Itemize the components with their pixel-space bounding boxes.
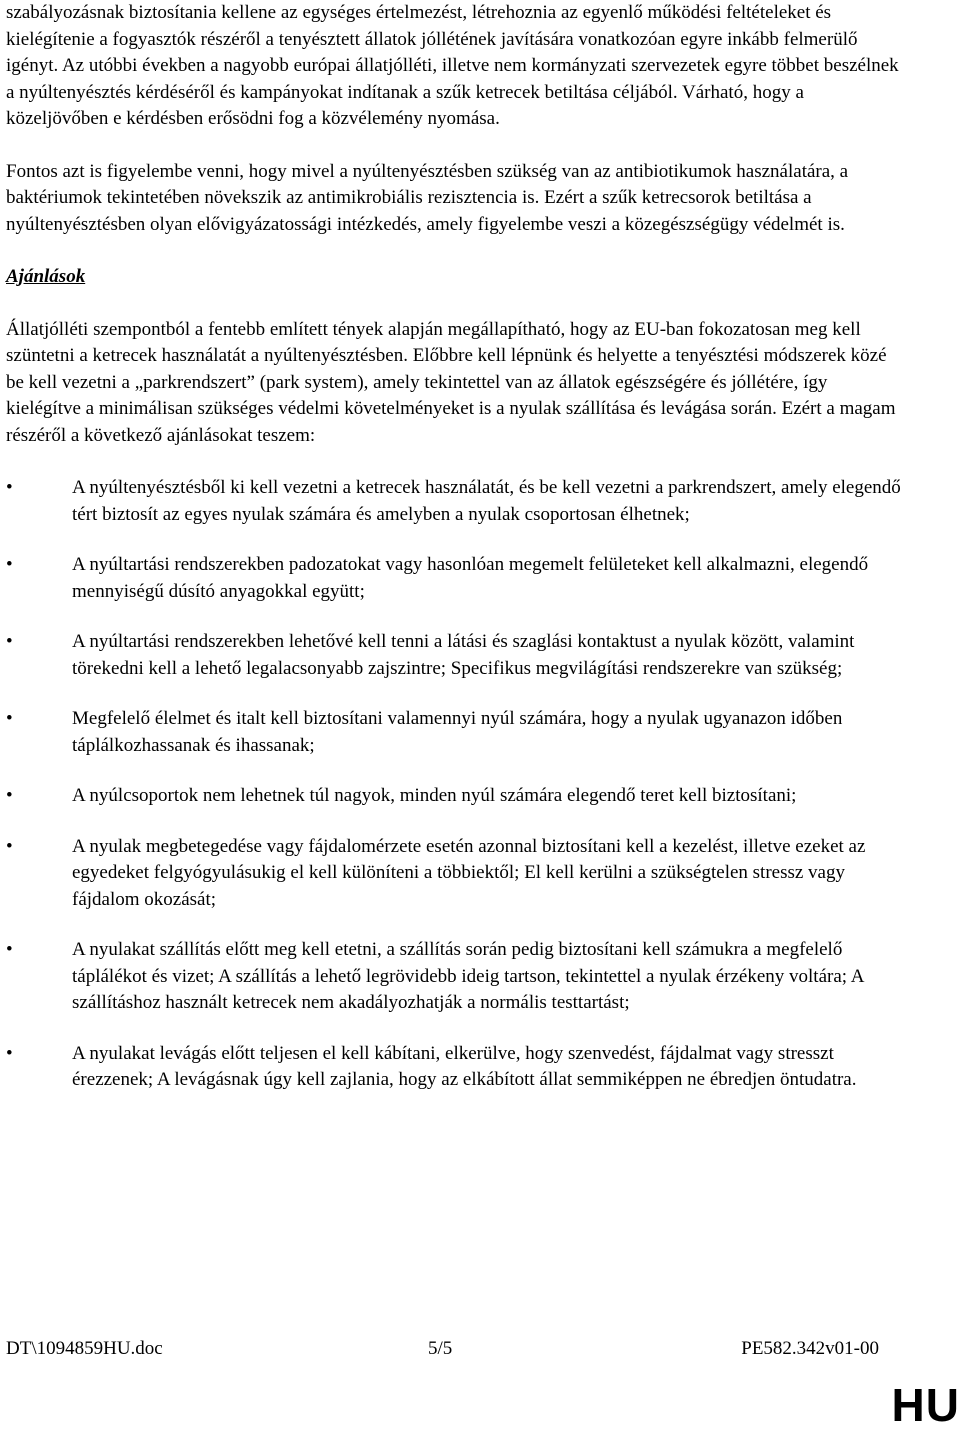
page-footer [6, 1336, 879, 1362]
list-item-text: A nyulakat levágás előtt teljesen el kell kábítani, elkerülve, hogy szenvedést, fájdalmat vagy stresszt érezzenek; A levágásnak úgy kell zajlania, hogy az elkábított állat semmiképpen ne ébredjen öntudatra. [72, 1042, 857, 1090]
list-item [6, 475, 906, 528]
bullet-icon: • [6, 477, 13, 498]
list-item-text: A nyúlcsoportok nem lehetnek túl nagyok, minden nyúl számára elegendő teret kell biztosítani; [72, 785, 797, 806]
bullet-icon: • [6, 785, 13, 806]
list-item [6, 1041, 906, 1094]
bullet-icon: • [6, 939, 13, 960]
list-item-text: A nyúltartási rendszerekben padozatokat vagy hasonlóan megemelt felületeket kell alkalmazni, elegendő mennyiségű dúsító anyagokkal együtt; [72, 554, 869, 602]
list-item [6, 783, 906, 810]
list-item [6, 552, 906, 605]
list-item [6, 937, 906, 1017]
list-item-text: Megfelelő élelmet és italt kell biztosítani valamennyi nyúl számára, hogy a nyulak ugyanazon időben táplálkozhassanak és ihassanak; [72, 708, 843, 756]
bullet-icon: • [6, 631, 13, 652]
bullet-icon: • [6, 835, 13, 857]
footer-pe-ref: PE582.342v01-00 [741, 1338, 879, 1359]
recommendations-list [6, 475, 906, 1094]
list-item-text: A nyúltartási rendszerekben lehetővé kell tenni a látási és szaglási kontaktust a nyulak között, valamint törekedni kell a lehető legalacsonyabb zajszintre; Specifikus megvilágítási rendszerekre van szükség; [72, 631, 855, 679]
list-item [6, 834, 906, 914]
body-paragraph: szabályozásnak biztosítania kellene az egységes értelmezést, létrehoznia az egyenlő működési feltételeket és kielégítenie a fogyasztók részéről a tenyésztett állatok jóllétének javítására vonatkozóan egyre inkább felmerülő igényt. Az utóbbi években a nagyobb európai állatjólléti, illetve nem kormányzati szervezetek egyre többet beszélnek a nyúltenyésztés kérdéséről és kampányokat indítanak a szűk ketrecek betiltása céljából. Várható, hogy a közeljövőben e kérdésben erősödni fog a közvélemény nyomása. [6, 2, 899, 129]
list-item [6, 629, 906, 682]
footer-doc-ref: DT\1094859HU.doc [6, 1338, 163, 1359]
bullet-icon: • [6, 708, 13, 729]
language-code: HU [891, 1379, 960, 1431]
bullet-icon: • [6, 554, 13, 575]
section-heading: Ajánlások [6, 266, 86, 287]
list-item-text: A nyúltenyésztésből ki kell vezetni a ketrecek használatát, és be kell vezetni a parkrendszert, amely elegendő tért biztosít az egyes nyulak számára és amelyben a nyulak csoportosan élhetnek; [72, 477, 901, 525]
body-paragraph: Fontos azt is figyelembe venni, hogy mivel a nyúltenyésztésben szükség van az antibiotikumok használatára, a baktériumok tekintetében növekszik az antimikrobiális rezisztencia is. Ezért a szűk ketrecsorok betiltása a nyúltenyésztésben olyan elővigyázatossági intézkedés, amely figyelembe veszi a közegészségügy védelmét is. [6, 160, 849, 235]
document-page [6, 0, 906, 1118]
bullet-icon: • [6, 1042, 13, 1064]
list-item-text: A nyulakat szállítás előtt meg kell etetni, a szállítás során pedig biztosítani kell számukra a megfelelő táplálékot és vizet; A szállítás a lehető legrövidebb ideig tartson, tekintettel a nyulak érzékeny voltára; A szállításhoz használt ketrecek nem akadályozhatják a normális testtartást; [72, 939, 864, 1013]
intro-paragraph: Állatjólléti szempontból a fentebb említett tények alapján megállapítható, hogy az EU-ban fokozatosan meg kell szüntetni a ketrecek használatát a nyúltenyésztésben. Előbbre kell lépnünk és helyette a tenyésztési módszerek közé be kell vezetni a „parkrendszert” (park system), amely tekintettel van az állatok egészségére és jóllétére, így kielégítve a minimálisan szükséges védelmi követelményeket is a nyulak szállítása és levágása során. Ezért a magam részéről a következő ajánlásokat teszem: [6, 318, 896, 446]
list-item-text: A nyulak megbetegedése vagy fájdalomérzete esetén azonnal biztosítani kell a kezelést, illetve ezeket az egyedeket felgyógyulásukig el kell különíteni a többiektől; El kell kerülni a szükségtelen stressz vagy fájdalom okozását; [72, 835, 866, 910]
list-item [6, 706, 906, 759]
footer-page-number: 5/5 [428, 1338, 453, 1359]
